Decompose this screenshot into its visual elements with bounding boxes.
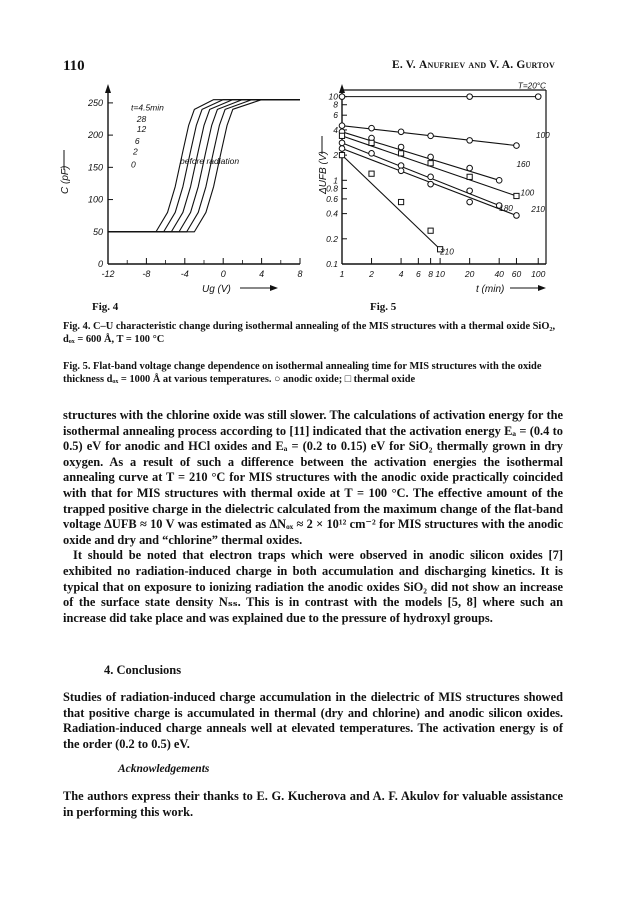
fig4-curve-label: 0	[131, 159, 136, 170]
fig4-x-tick-label: 8	[297, 269, 303, 279]
fig4-y-tick-label: 50	[92, 226, 103, 237]
fig5-point-circle	[428, 174, 434, 180]
fig5-x-tick-label: 20	[464, 269, 475, 279]
fig4-x-label: Ug (V)	[202, 284, 231, 295]
fig5-series-line	[342, 132, 499, 181]
fig5-curve-label: T=20°C	[517, 82, 546, 91]
fig5-point-square	[467, 174, 472, 179]
fig5-x-tick-label: 8	[428, 269, 433, 279]
conclusions-heading: 4. Conclusions	[104, 663, 182, 677]
fig5-x-label-arrow-head	[538, 285, 546, 291]
fig4-curve-label: t=4.5min	[131, 102, 164, 113]
fig5-chart	[318, 82, 568, 300]
fig4-chart	[60, 82, 320, 300]
acknowledgements-heading: Acknowledgements	[118, 763, 210, 775]
fig5-point-circle	[398, 144, 404, 150]
fig4-x-tick-label: -4	[180, 269, 189, 279]
fig4-x-label-arrow-head	[270, 285, 278, 291]
fig5-curve-label: 210	[440, 247, 454, 257]
fig5-y-tick-label: 0.1	[326, 259, 338, 269]
fig5-y-tick-label: 6	[333, 110, 338, 121]
fig5-point-square	[428, 161, 433, 166]
fig5-curve-label: 100	[536, 131, 550, 141]
fig5-curve-label: 210	[531, 204, 545, 214]
fig5-y-tick-label: 0.4	[326, 208, 338, 219]
fig5-point-square	[339, 153, 344, 158]
fig5-point-square	[339, 133, 344, 138]
fig4-y-tick-label: 200	[87, 130, 103, 141]
fig5-x-tick-label: 1	[339, 269, 345, 279]
fig4-x-tick-label: -8	[142, 269, 151, 279]
fig4-x-tick-label: -12	[101, 269, 115, 279]
conclusions-text: Studies of radiation-induced charge accumulation in the dielectric of MIS structures showed that positive charge is accumulated in thermal (dry and chlorine) and anodic silicon oxides. Radiation-induced charge anneals well at elevated temperatures. The activation energy is of the order (0.2 to 0.5) eV.	[63, 690, 563, 751]
fig5-x-tick-label: 4	[398, 269, 404, 279]
fig5-point-circle	[467, 138, 473, 144]
fig4-curve-label: 2	[132, 146, 138, 157]
fig5-point-circle	[428, 133, 434, 139]
fig5-x-tick-label: 40	[494, 269, 504, 279]
fig5-caption: Fig. 5. Flat-band voltage change dependence on isothermal annealing time for MIS structures with the oxide thickness dₒₓ = 1000 Å at various temperatures. ○ anodic oxide; □ thermal oxide	[63, 361, 542, 385]
fig5-x-tick-label: 100	[531, 269, 546, 279]
fig4-y-tick-label: 0	[97, 259, 103, 269]
fig5-point-circle	[467, 199, 473, 205]
fig4-x-tick-label: 4	[259, 269, 265, 279]
fig5-y-tick-label: 0.6	[326, 193, 338, 204]
fig5-point-circle	[514, 143, 520, 149]
fig5-point-circle	[339, 123, 345, 129]
fig4-curve-label: 6	[134, 136, 140, 147]
fig5-x-tick-label: 2	[369, 269, 374, 279]
fig5-point-circle	[496, 178, 502, 184]
fig5-point-circle	[339, 140, 345, 146]
paragraph-1: structures with the chlorine oxide was still slower. The calculations of activation energy for the isothermal annealing process according to [11] indicated that the activation energy Eₐ = (0.4 to 0.5) eV for anodic and HCl oxides and Eₐ = (0.2 to 0.15) eV for SiO₂ thermally grown in dry oxygen. As a result of such a difference between the activation energies the isothermal annealing curve at T = 210 °C for MIS structures with the anodic oxide practically coincided with that for MIS structures with thermal oxide at T = 100 °C. The effective amount of the trapped positive charge in the dielectric calculated from the maximum change of the flat-band voltage ΔUFB ≈ 10 V was estimated as ΔNₒₓ ≈ 2 × 10¹² cm⁻² for MIS structures with the anodic oxide and dry and “chlorine” thermal oxides.	[63, 408, 563, 547]
fig5-y-arrow	[339, 84, 345, 93]
fig5-point-circle	[467, 188, 473, 194]
fig4-curve-label: 28	[136, 114, 147, 125]
body-text	[63, 408, 563, 626]
fig4-annotation: before radiation	[180, 156, 240, 166]
fig5-y-tick-label: 8	[333, 99, 338, 110]
fig4-y-tick-label: 250	[87, 97, 103, 108]
fig5-point-square	[514, 193, 519, 198]
fig5-point-circle	[398, 168, 404, 174]
fig4-y-tick-label: 100	[87, 194, 103, 205]
fig5-y-label: ΔUFB (V)	[318, 151, 329, 194]
fig5-y-tick-label: 0.2	[326, 233, 338, 244]
fig5-y-tick-label: 1	[333, 175, 338, 186]
fig5-label: Fig. 5	[370, 301, 397, 313]
running-head-prefix: E. V.	[391, 59, 419, 71]
fig4-y-tick-label: 150	[87, 162, 103, 173]
fig5-point-circle	[369, 125, 375, 131]
fig5-curve-label: 180	[499, 203, 513, 213]
fig5-point-circle	[369, 151, 375, 157]
fig5-point-circle	[428, 154, 434, 160]
fig5-point-circle	[467, 165, 473, 171]
fig5-curve-label: 100	[520, 188, 535, 198]
fig5-series-line	[342, 143, 499, 206]
fig4-y-arrow	[105, 84, 111, 93]
fig4-caption: Fig. 4. C–U characteristic change during isothermal annealing of the MIS structures with a thermal oxide SiO₂, dₒₓ = 600 Å, T = 100 °C	[63, 321, 556, 345]
fig5-point-circle	[535, 94, 541, 100]
fig5-point-circle	[467, 94, 473, 100]
fig5-point-circle	[339, 94, 345, 100]
fig5-curve-label: 160	[516, 159, 531, 169]
fig5-y-tick-label: 10	[328, 91, 338, 102]
fig5-point-circle	[398, 129, 404, 135]
fig4-x-tick-label: 0	[220, 269, 226, 279]
fig5-point-circle	[514, 213, 520, 219]
fig5-x-tick-label: 60	[511, 269, 522, 279]
fig4-label: Fig. 4	[92, 301, 119, 313]
fig5-point-square	[428, 228, 433, 233]
acknowledgements-text: The authors express their thanks to E. G. Kucherova and A. F. Akulov for valuable assistance in performing this work.	[63, 789, 563, 819]
fig5-point-square	[398, 151, 403, 156]
fig4-curve-label: 12	[136, 123, 147, 134]
fig5-series-line	[342, 155, 440, 249]
fig5-y-tick-label: 2	[333, 150, 338, 161]
fig4-y-label: C (pF)	[60, 165, 71, 194]
fig5-point-circle	[428, 181, 434, 187]
fig5-y-tick-label: 0.8	[326, 183, 338, 194]
page-number: 110	[63, 58, 85, 74]
running-head-authors: Anufriev and V. A. Gurtov	[418, 59, 555, 71]
fig5-point-square	[398, 199, 403, 204]
fig5-point-square	[369, 140, 374, 145]
fig5-x-tick-label: 10	[435, 269, 445, 279]
fig5-point-circle	[339, 146, 345, 152]
fig5-y-tick-label: 4	[333, 124, 338, 135]
running-head	[392, 59, 555, 71]
fig5-x-tick-label: 6	[415, 269, 421, 279]
fig5-point-square	[369, 171, 374, 176]
fig5-x-label: t (min)	[476, 284, 505, 295]
paragraph-2: It should be noted that electron traps which were observed in anodic silicon oxides [7] exhibited no radiation-induced charge in both accumulation and discharging kinetics. It is typical that on exposure to ionizing radiation the anodic oxides SiO₂ did not show an increase of the surface state density Nₛₛ. This is in contrast with the models [5, 8] where such an increase did take place and was explained due to the pressure of hydroxyl groups.	[63, 548, 563, 625]
